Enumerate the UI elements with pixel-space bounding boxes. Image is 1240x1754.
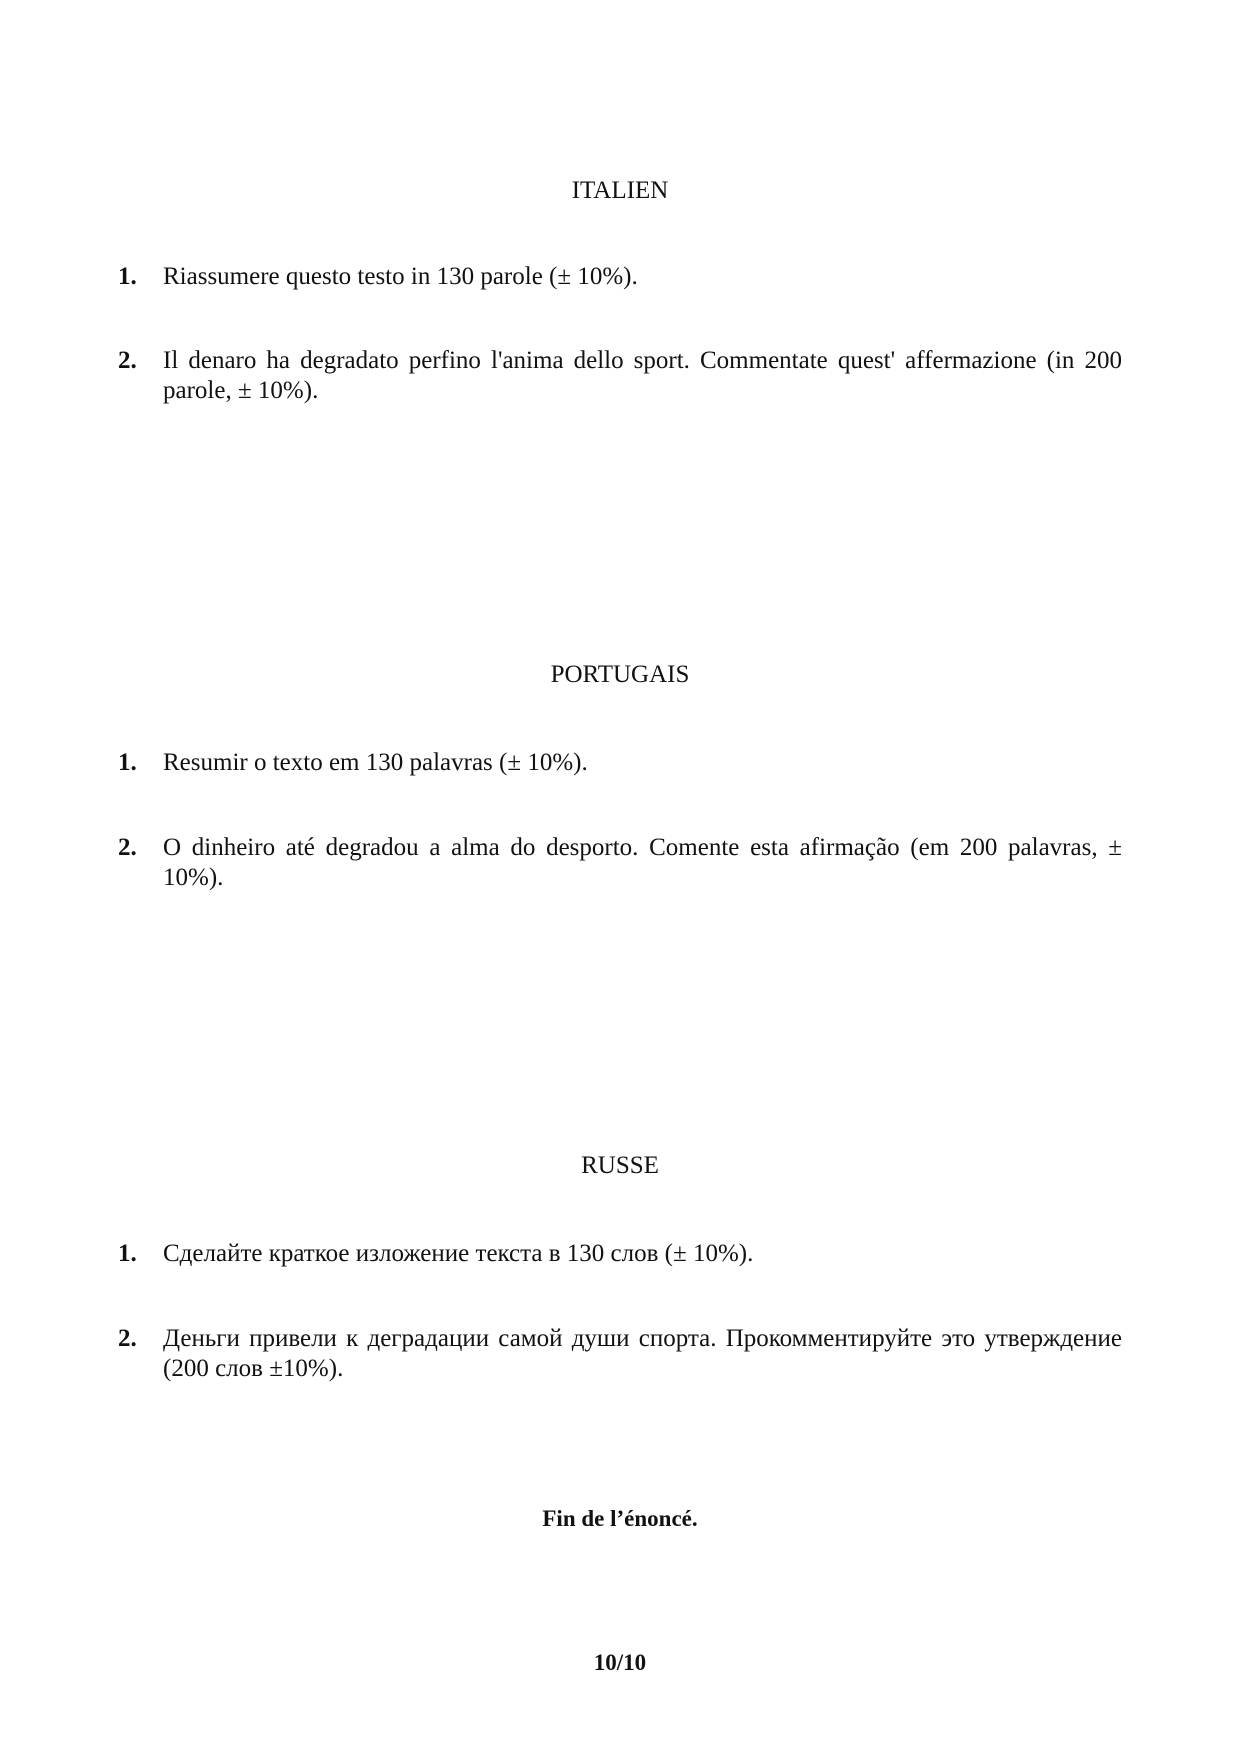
item-number: 1.	[118, 749, 137, 776]
item-number: 2.	[118, 347, 137, 374]
list-item	[118, 748, 1122, 778]
list-item	[118, 1239, 1122, 1269]
item-text: Деньги привели к деградации самой души спорта. Прокомментируйте это утверждение (200 слов ±10%).	[163, 1325, 1122, 1382]
list-item	[118, 346, 1122, 406]
item-text: Il denaro ha degradato perfino l'anima dello sport. Commentate quest' affermazione (in 200 parole, ± 10%).	[163, 347, 1122, 404]
item-text: Сделайте краткое изложение текста в 130 слов (± 10%).	[163, 1240, 754, 1267]
item-number: 2.	[118, 1325, 137, 1352]
list-item	[118, 833, 1122, 893]
list-item	[118, 1324, 1122, 1384]
section-title-italien: ITALIEN	[571, 177, 669, 204]
item-number: 1.	[118, 263, 137, 290]
end-of-statement-note: Fin de l’énoncé.	[542, 1506, 698, 1531]
item-number: 1.	[118, 1240, 137, 1267]
item-text: Riassumere questo testo in 130 parole (± 10%).	[163, 263, 638, 290]
item-text: Resumir o texto em 130 palavras (± 10%).	[163, 749, 588, 776]
list-item	[118, 262, 1122, 292]
item-text: O dinheiro até degradou a alma do desporto. Comente esta afirmação (em 200 palavras, ± 10%).	[163, 834, 1122, 891]
page-number: 10/10	[593, 1650, 647, 1675]
section-title-portugais: PORTUGAIS	[550, 661, 690, 688]
item-number: 2.	[118, 834, 137, 861]
section-title-russe: RUSSE	[581, 1152, 659, 1179]
